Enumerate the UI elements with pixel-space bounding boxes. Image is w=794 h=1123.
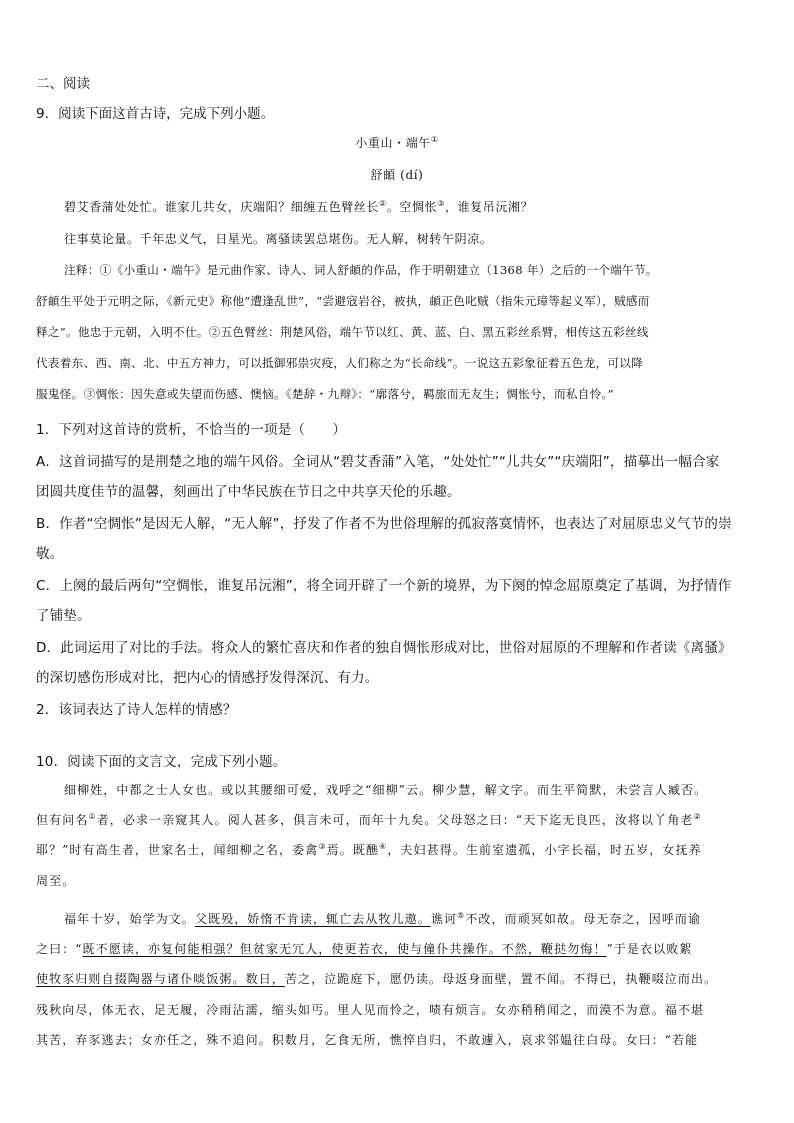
question-10-prompt: 10．阅读下面的文言文，完成下列小题。 xyxy=(36,754,287,770)
option-a-cont: 团圆共度佳节的温馨，刻画出了中华民族在节日之中共享天伦的乐趣。 xyxy=(36,484,461,500)
subquestion-2: 2．该词表达了诗人怎样的情感？ xyxy=(36,702,237,718)
option-a: A．这首词描写的是荆楚之地的端午风俗。全词从“碧艾香蒲”入笔，“处处忙”“儿共女”“庆端阳”，描摹出一幅合家 xyxy=(36,454,720,470)
annotation-line: 服鬼怪。③惆怅：因失意或失望而伤感、懊恼。《楚辞・九辩》：“廓落兮，羁旅而无友生；惆怅兮，而私自怜。” xyxy=(36,387,614,401)
passage-line: 周至。 xyxy=(36,874,76,888)
annotation-line: 注释：①《小重山・端午》是元曲作家、诗人、词人舒頔的作品，作于明朝建立（1368 年）之后的一个端午节。 xyxy=(64,263,658,277)
footnote-mark: ② xyxy=(693,812,702,821)
footnote-mark: ⑤ xyxy=(457,911,466,920)
footnote-mark: ① xyxy=(430,135,439,144)
subquestion-1: 1．下列对这首诗的赏析，不恰当的一项是（ ） xyxy=(36,422,347,438)
passage-line: 其苦，弃豕逃去；女亦任之，殊不追问。积数月，乞食无所，憔悴自归，不敢遽入，哀求邻媪往白母。女曰：“若能 xyxy=(36,1033,699,1047)
section-heading: 二、阅读 xyxy=(36,76,90,92)
annotation-line: 舒頔生平处于元明之际，《新元史》称他“遭逢乱世”，“尝避寇岩谷，被执，頔正色叱贼（指朱元璋等起义军），贼感而 xyxy=(36,294,650,308)
passage-line: 耶？”时有高生者，世家名士，闻细柳之名，委禽③焉。既醮④，夫妇甚得。生前室遗孤，小字长福，时五岁，女抚养 xyxy=(36,842,702,857)
footnote-mark: ① xyxy=(88,812,97,821)
footnote-mark: ② xyxy=(379,199,387,208)
poem-line: 碧艾香蒲处处忙。谁家儿共女，庆端阳？细缠五色臂丝长②。空惆怅③，谁复吊沅湘？ xyxy=(64,199,534,214)
option-d: D．此词运用了对比的手法。将众人的繁忙喜庆和作者的独自惆怅形成对比，世俗对屈原的不理解和作者读《离骚》 xyxy=(36,640,732,656)
passage-line: 细柳姓，中都之士人女也。或以其腰细可爱，戏呼之“细柳”云。柳少慧，解文字。而生平简默，未尝言人臧否。 xyxy=(64,783,708,797)
underlined-sentence: 使牧豕归则自掇陶器与诸仆啖饭粥。数日， xyxy=(36,972,285,986)
annotation-line: 代表着东、西、南、北、中五方神力，可以抵御邪祟灾疫，人们称之为“长命线”。一说这五彩象征着五色龙，可以降 xyxy=(36,356,644,370)
option-c-cont: 了铺垫。 xyxy=(36,608,91,624)
passage-line: 之曰：“既不愿读，亦复何能相强？但贫家无冗人，使更若衣，使与僮仆共操作。不然，鞭挞勿悔！”于是衣以败絮 xyxy=(36,942,693,956)
option-d-cont: 的深切感伤形成对比，把内心的情感抒发得深沉、有力。 xyxy=(36,670,379,686)
option-c: C．上阕的最后两句“空惆怅，谁复吊沅湘”，将全词开辟了一个新的境界，为下阕的悼念屈原奠定了基调，为抒情作 xyxy=(36,578,732,594)
footnote-mark: ④ xyxy=(379,842,388,851)
passage-line: 残秋向尽，体无衣，足无履，冷雨沾濡，缩头如丐。里人见而怜之，啧有烦言。女亦稍稍闻之，而漠不为意。福不堪 xyxy=(36,1003,705,1017)
underlined-sentence: 父既殁，娇惰不肯读，辄亡去从牧儿遨。 xyxy=(195,912,431,926)
passage-line: 但有问名①者，必求一亲窥其人。阅人甚多，俱言未可，而年十九矣。父母怒之曰：“天下迄无良匹，汝将以丫角老② xyxy=(36,812,702,827)
poem-line: 往事莫论量。千年忠义气，日星光。离骚读罢总堪伤。无人解，树转午阴凉。 xyxy=(64,232,493,246)
underlined-sentence: 既不愿读，亦复何能相强？但贫家无冗人，使更若衣，使与僮仆共操作。不然，鞭挞勿悔！ xyxy=(82,942,607,956)
footnote-mark: ③ xyxy=(437,199,445,208)
passage-line: 使牧豕归则自掇陶器与诸仆啖饭粥。数日，苦之，泣跪庭下，愿仍读。母返身面壁，置不闻。不得已，执鞭啜泣而出。 xyxy=(36,972,718,986)
poem-author: 舒頔 (dí) xyxy=(370,168,424,182)
footnote-mark: ③ xyxy=(318,842,327,851)
annotation-line: 释之”。他忠于元朝，入明不仕。②五色臂丝：荆楚风俗，端午节以红、黄、蓝、白、黑五彩丝系臂，相传这五彩丝线 xyxy=(36,325,649,339)
option-b-cont: 敬。 xyxy=(36,546,64,562)
question-9-prompt: 9．阅读下面这首古诗，完成下列小题。 xyxy=(36,106,275,122)
poem-title: 小重山・端午① xyxy=(355,135,439,150)
passage-line: 福年十岁，始学为文。父既殁，娇惰不肯读，辄亡去从牧儿遨。谯诃⑤不改，而顽冥如故。母无奈之，因呼而谕 xyxy=(64,911,702,926)
option-b: B．作者“空惆怅”是因无人解，“无人解”，抒发了作者不为世俗理解的孤寂落寞情怀，也表达了对屈原忠义气节的崇 xyxy=(36,516,732,532)
